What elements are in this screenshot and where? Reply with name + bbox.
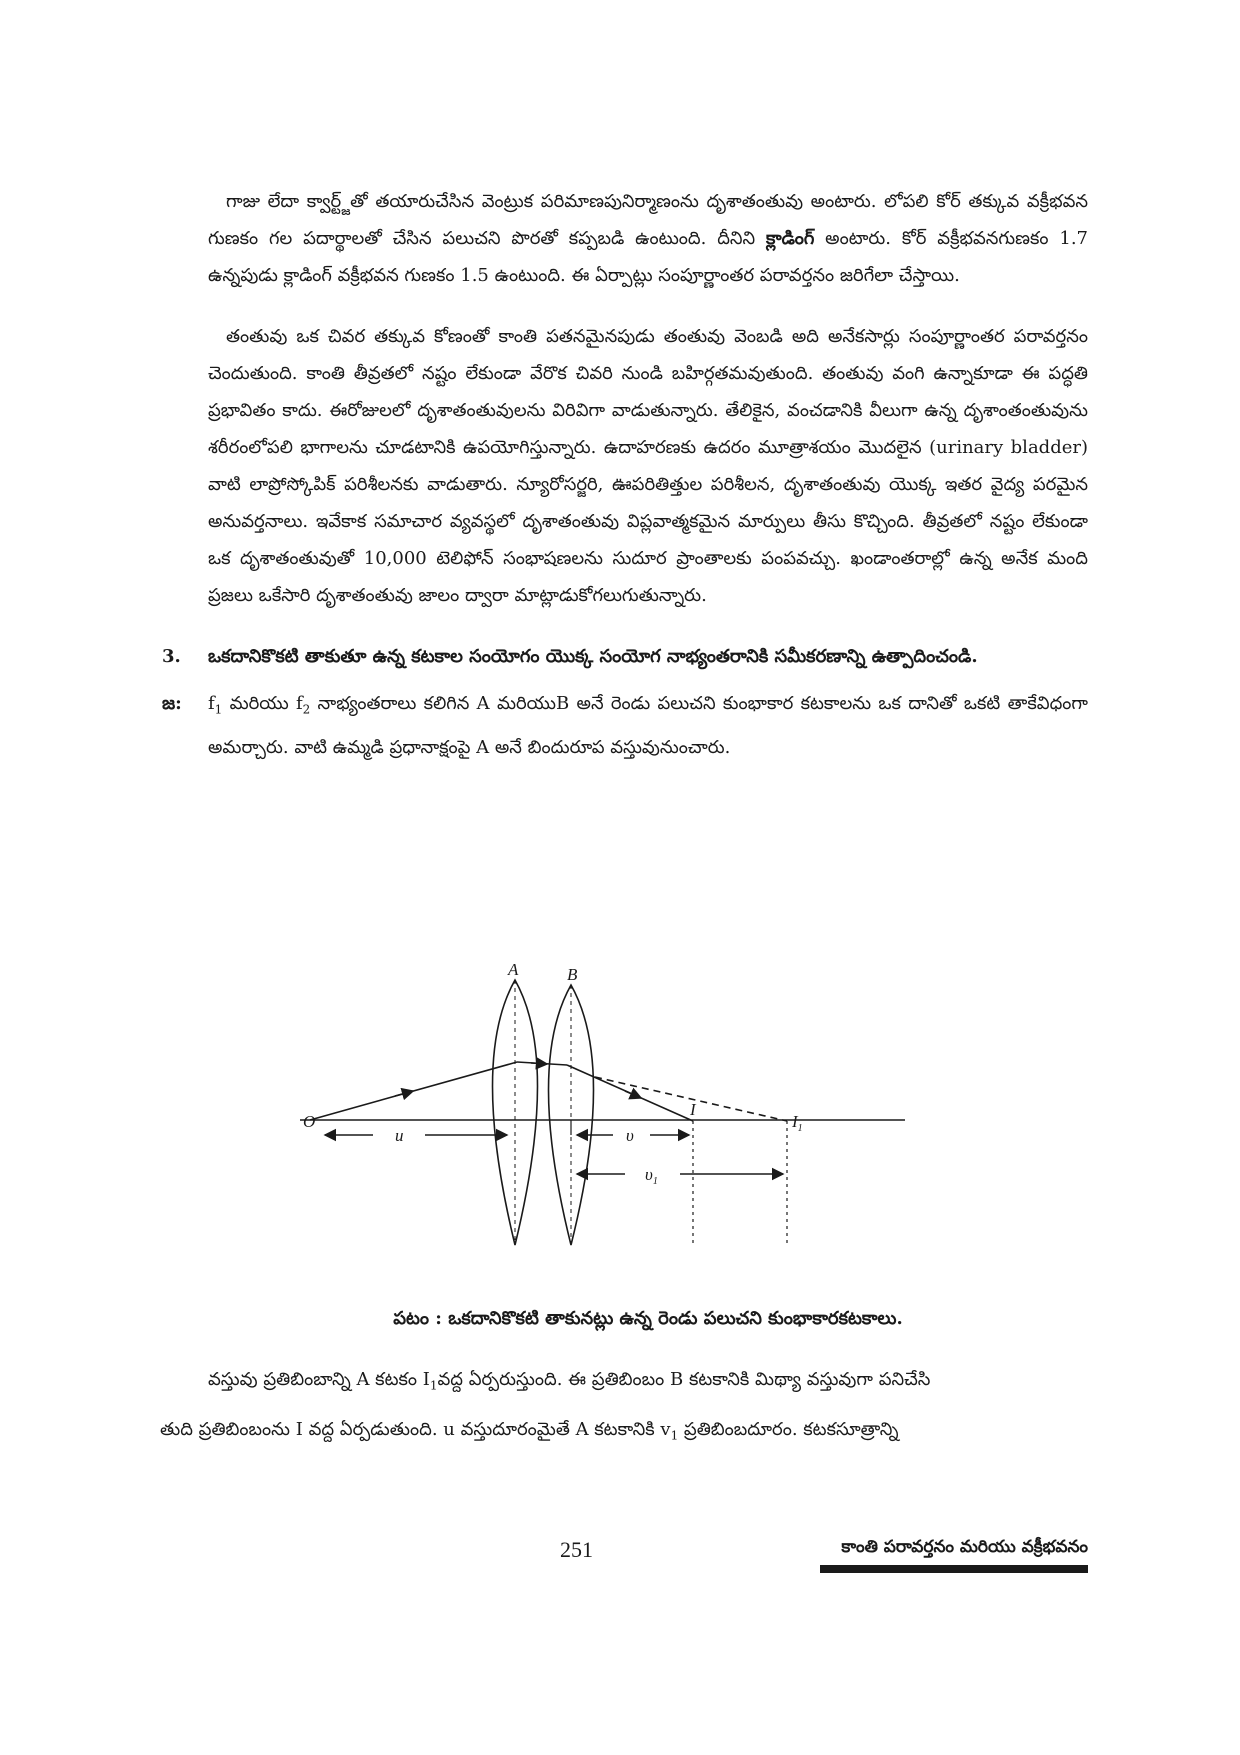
question-3 <box>162 638 1088 675</box>
label-image-1-sub: 1 <box>797 1123 803 1134</box>
answer-text-part: మరియు <box>222 693 296 714</box>
label-image: I <box>690 1100 696 1119</box>
label-lens-b: B <box>567 965 578 984</box>
f1-symbol: f <box>208 693 215 714</box>
incident-ray <box>310 1062 517 1120</box>
chapter-title-underline <box>820 1565 1088 1573</box>
derivation-line-1 <box>160 1358 1090 1408</box>
question-text: ఒకదానికొకటి తాకుతూ ఉన్న కటకాల సంయోగం యొక్క సంయోగ నాభ్యంతరానికి సమీకరణాన్ని ఉత్పాదించండి. <box>208 646 978 667</box>
label-image-1-main: I <box>792 1112 798 1131</box>
answer-label: జ: <box>162 693 182 714</box>
answer-text <box>208 685 1088 766</box>
answer <box>162 685 1088 766</box>
f2-symbol: f <box>295 693 303 714</box>
page-number: 251 <box>560 1537 593 1562</box>
label-object: O <box>303 1112 316 1131</box>
derivation-line-2 <box>160 1408 1090 1458</box>
question-number: 3. <box>162 646 181 667</box>
derivation-text-part: వద్ద ఏర్పరుస్తుంది. ఈ ప్రతిబింబం B కటకానికి మిథ్యా వస్తువుగా పనిచేసి <box>437 1369 931 1390</box>
label-v: υ <box>626 1126 634 1145</box>
i1-subscript: 1 <box>429 1378 438 1393</box>
cladding-term: క్లాడింగ్ <box>766 228 815 249</box>
paragraph-optical-fiber-uses: తంతువు ఒక చివర తక్కువ కోణంతో కాంతి పతనమైనపుడు తంతువు వెంబడి అది అనేకసార్లు సంపూర్ణాంతర పరావర్తనం చెందుతుంది. కాంతి తీవ్రతలో నష్టం లేకుండా వేరొక చివరి నుండి బహిర్గతమవుతుంది. తంతువు వంగి ఉన్నాకూడా ఈ పద్ధతి ప్రభావితం కాదు. ఈరోజులలో దృశాతంతువులను విరివిగా వాడుతున్నారు. తేలికైన, వంచడానికి వీలుగా ఉన్న దృశాంతంతువును శరీరంలోపలి భాగాలను చూడటానికి ఉపయోగిస్తున్నారు. ఉదాహరణకు ఉదరం మూత్రాశయం మొదలైన (urinary bladder) వాటి లాప్రోస్కోపిక్ పరిశీలనకు వాడుతారు. న్యూరోసర్జరి, ఊపరితిత్తుల పరిశీలన, దృశాతంతువు యొక్క ఇతర వైద్య పరమైన అనువర్తనాలు. ఇవేకాక సమాచార వ్యవస్థలో దృశాతంతువు విప్లవాత్మకమైన మార్పులు తీసు కొచ్చింది. తీవ్రతలో నష్టం లేకుండా ఒక దృశాతంతువుతో 10,000 టెలిఫోన్ సంభాషణలను సుదూర ప్రాంతాలకు పంపవచ్చు. ఖండాంతరాల్లో ఉన్న అనేక మంది ప్రజలు ఒకేసారి దృశాతంతువు జాలం ద్వారా మాట్లాడుకోగలుగుతున్నారు. <box>208 326 1088 606</box>
f1-subscript: 1 <box>214 702 223 717</box>
derivation-text-part: తుది ప్రతిబింబంను I వద్ద ఏర్పడుతుంది. u వస్తుదూరంమైతే A కటకానికి v <box>160 1418 671 1440</box>
main-content <box>162 183 1088 766</box>
f2-subscript: 2 <box>302 702 311 717</box>
ray-arrow <box>531 1063 547 1064</box>
paragraph-text: గాజు లేదా క్వార్ట్జ్‌తో తయారుచేసిన వెంట్రుక పరిమాణపునిర్మాణంను దృశాతంతువు అంటారు. లోపలి కోర్ తక్కువ వక్రీభవన గుణకం గల పదార్థాలతో చేసిన పలుచని పొరతో కప్పబడి ఉంటుంది. దీనిని <box>208 191 1088 249</box>
ray-arrow <box>625 1091 641 1098</box>
derivation-text-part: ప్రతిబింబదూరం. కటకసూత్రాన్ని <box>678 1418 899 1440</box>
label-u: u <box>395 1126 404 1145</box>
label-v1 <box>645 1165 658 1187</box>
label-v1-sub: 1 <box>652 1176 658 1187</box>
v1-subscript: 1 <box>670 1428 679 1443</box>
label-v1-main: υ <box>645 1165 653 1184</box>
chapter-title: కాంతి పరావర్తనం మరియు వక్రీభవనం <box>841 1537 1088 1557</box>
derivation-text <box>160 1358 1090 1457</box>
lens-combination-diagram <box>295 955 915 1275</box>
paragraph-optical-fiber-cladding <box>208 183 1088 294</box>
answer-text-part: నాభ్యంతరాలు కలిగిన A మరియుB అనే రెండు పలుచని కుంభాకార కటకాలను ఒక దానితో ఒకటి తాకేవిధంగా అమర్చారు. వాటి ఉమ్మడి ప్రధానాక్షంపై A అనే బిందురూప వస్తువునుంచారు. <box>208 693 1088 758</box>
derivation-text-part: వస్తువు ప్రతిబింబాన్ని A కటకం I <box>208 1369 430 1390</box>
ray-arrow <box>395 1091 413 1096</box>
label-image-1 <box>791 1112 803 1134</box>
paragraph-text: అంటారు. కోర్ వక్రీభవనగుణకం 1.7 ఉన్నపుడు క్లాడింగ్ వక్రీభవన గుణకం 1.5 ఉంటుంది. ఈ ఏర్పాట్లు సంపూర్ణాంతర పరావర్తనం జరిగేలా చేస్తాయి. <box>208 228 1088 286</box>
figure-caption: పటం : ఒకదానికొకటి తాకునట్లు ఉన్న రెండు పలుచని కుంభాకారకటకాలు. <box>393 1308 903 1329</box>
label-lens-a: A <box>508 960 519 979</box>
